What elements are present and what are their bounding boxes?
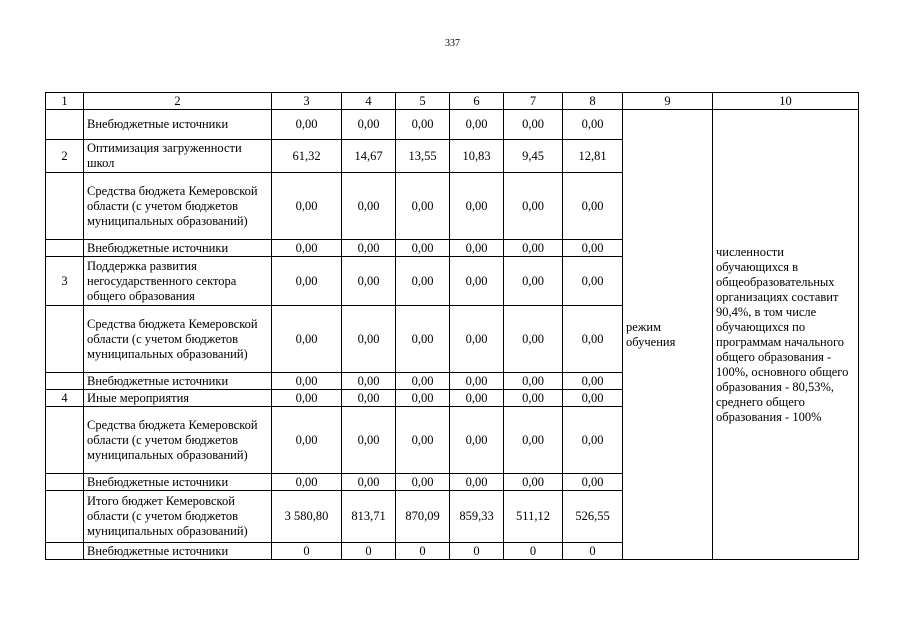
value-cell: 526,55 — [563, 491, 623, 543]
header-cell: 10 — [713, 93, 859, 110]
row-name: Внебюджетные источники — [84, 110, 272, 140]
value-cell: 0,00 — [342, 257, 396, 306]
value-cell: 0,00 — [504, 257, 563, 306]
value-cell: 0,00 — [396, 373, 450, 390]
value-cell: 0,00 — [450, 373, 504, 390]
value-cell: 0,00 — [396, 390, 450, 407]
value-cell: 12,81 — [563, 140, 623, 173]
value-cell: 0,00 — [563, 407, 623, 474]
value-cell: 0 — [342, 543, 396, 560]
value-cell: 0,00 — [272, 407, 342, 474]
value-cell: 0,00 — [504, 240, 563, 257]
value-cell: 0 — [563, 543, 623, 560]
row-name: Средства бюджета Кемеровской области (с учетом бюджетов муниципальных образований) — [84, 306, 272, 373]
row-number: 3 — [46, 257, 84, 306]
value-cell: 0,00 — [504, 390, 563, 407]
value-cell: 0,00 — [272, 173, 342, 240]
value-cell: 0,00 — [504, 474, 563, 491]
value-cell: 0,00 — [396, 306, 450, 373]
row-number — [46, 543, 84, 560]
value-cell: 0,00 — [563, 373, 623, 390]
indicator-description-cell: численности обучающихся в общеобразовательных организациях составит 90,4%, в том числе обучающихся по программам начального общего образования - 100%, основного общего образования - 80,53%, среднего общего образования - 100% — [713, 110, 859, 560]
value-cell: 0,00 — [396, 173, 450, 240]
financing-table — [45, 92, 859, 560]
row-name: Оптимизация загруженности школ — [84, 140, 272, 173]
value-cell: 0,00 — [504, 407, 563, 474]
header-cell: 1 — [46, 93, 84, 110]
value-cell: 0,00 — [272, 257, 342, 306]
training-mode-cell: режим обучения — [623, 110, 713, 560]
value-cell: 0,00 — [342, 240, 396, 257]
row-name: Итого бюджет Кемеровской области (с учетом бюджетов муниципальных образований) — [84, 491, 272, 543]
value-cell: 0,00 — [342, 173, 396, 240]
row-number: 2 — [46, 140, 84, 173]
value-cell: 0,00 — [396, 110, 450, 140]
value-cell: 0,00 — [450, 173, 504, 240]
value-cell: 0,00 — [504, 306, 563, 373]
row-number — [46, 474, 84, 491]
value-cell: 0,00 — [450, 306, 504, 373]
value-cell: 3 580,80 — [272, 491, 342, 543]
value-cell: 0,00 — [450, 407, 504, 474]
value-cell: 0,00 — [450, 474, 504, 491]
row-number — [46, 110, 84, 140]
row-name: Средства бюджета Кемеровской области (с учетом бюджетов муниципальных образований) — [84, 407, 272, 474]
row-name: Средства бюджета Кемеровской области (с учетом бюджетов муниципальных образований) — [84, 173, 272, 240]
value-cell: 0,00 — [342, 110, 396, 140]
value-cell: 0,00 — [396, 407, 450, 474]
value-cell: 0,00 — [342, 390, 396, 407]
row-number — [46, 306, 84, 373]
table-row — [46, 110, 859, 140]
value-cell: 14,67 — [342, 140, 396, 173]
header-row — [46, 93, 859, 110]
value-cell: 0,00 — [272, 306, 342, 373]
value-cell: 0,00 — [504, 110, 563, 140]
value-cell: 0,00 — [342, 474, 396, 491]
value-cell: 0,00 — [563, 110, 623, 140]
header-cell: 9 — [623, 93, 713, 110]
value-cell: 61,32 — [272, 140, 342, 173]
row-number — [46, 491, 84, 543]
value-cell: 0 — [272, 543, 342, 560]
header-cell: 7 — [504, 93, 563, 110]
value-cell: 0,00 — [504, 173, 563, 240]
value-cell: 0 — [504, 543, 563, 560]
value-cell: 0,00 — [396, 257, 450, 306]
value-cell: 10,83 — [450, 140, 504, 173]
value-cell: 13,55 — [396, 140, 450, 173]
header-cell: 2 — [84, 93, 272, 110]
header-cell: 6 — [450, 93, 504, 110]
header-cell: 5 — [396, 93, 450, 110]
header-cell: 4 — [342, 93, 396, 110]
row-name: Внебюджетные источники — [84, 543, 272, 560]
row-number — [46, 240, 84, 257]
value-cell: 0,00 — [342, 373, 396, 390]
header-cell: 3 — [272, 93, 342, 110]
value-cell: 511,12 — [504, 491, 563, 543]
header-cell: 8 — [563, 93, 623, 110]
row-name: Внебюджетные источники — [84, 373, 272, 390]
value-cell: 0 — [450, 543, 504, 560]
value-cell: 859,33 — [450, 491, 504, 543]
value-cell: 0,00 — [450, 110, 504, 140]
value-cell: 870,09 — [396, 491, 450, 543]
value-cell: 0,00 — [563, 474, 623, 491]
value-cell: 0,00 — [563, 390, 623, 407]
value-cell: 0,00 — [342, 407, 396, 474]
value-cell: 0,00 — [450, 257, 504, 306]
value-cell: 0,00 — [450, 390, 504, 407]
row-name: Внебюджетные источники — [84, 474, 272, 491]
value-cell: 0,00 — [272, 110, 342, 140]
value-cell: 813,71 — [342, 491, 396, 543]
value-cell: 0,00 — [396, 474, 450, 491]
row-number — [46, 173, 84, 240]
row-name: Поддержка развития негосударственного сектора общего образования — [84, 257, 272, 306]
value-cell: 0,00 — [563, 240, 623, 257]
value-cell: 0,00 — [563, 306, 623, 373]
row-number: 4 — [46, 390, 84, 407]
value-cell: 0,00 — [450, 240, 504, 257]
value-cell: 0,00 — [504, 373, 563, 390]
row-number — [46, 407, 84, 474]
value-cell: 9,45 — [504, 140, 563, 173]
value-cell: 0,00 — [396, 240, 450, 257]
value-cell: 0,00 — [272, 390, 342, 407]
page-number: 337 — [445, 38, 460, 49]
value-cell: 0,00 — [272, 474, 342, 491]
row-name: Иные мероприятия — [84, 390, 272, 407]
value-cell: 0,00 — [272, 373, 342, 390]
value-cell: 0,00 — [563, 257, 623, 306]
row-name: Внебюджетные источники — [84, 240, 272, 257]
row-number — [46, 373, 84, 390]
value-cell: 0,00 — [563, 173, 623, 240]
value-cell: 0,00 — [342, 306, 396, 373]
value-cell: 0 — [396, 543, 450, 560]
value-cell: 0,00 — [272, 240, 342, 257]
